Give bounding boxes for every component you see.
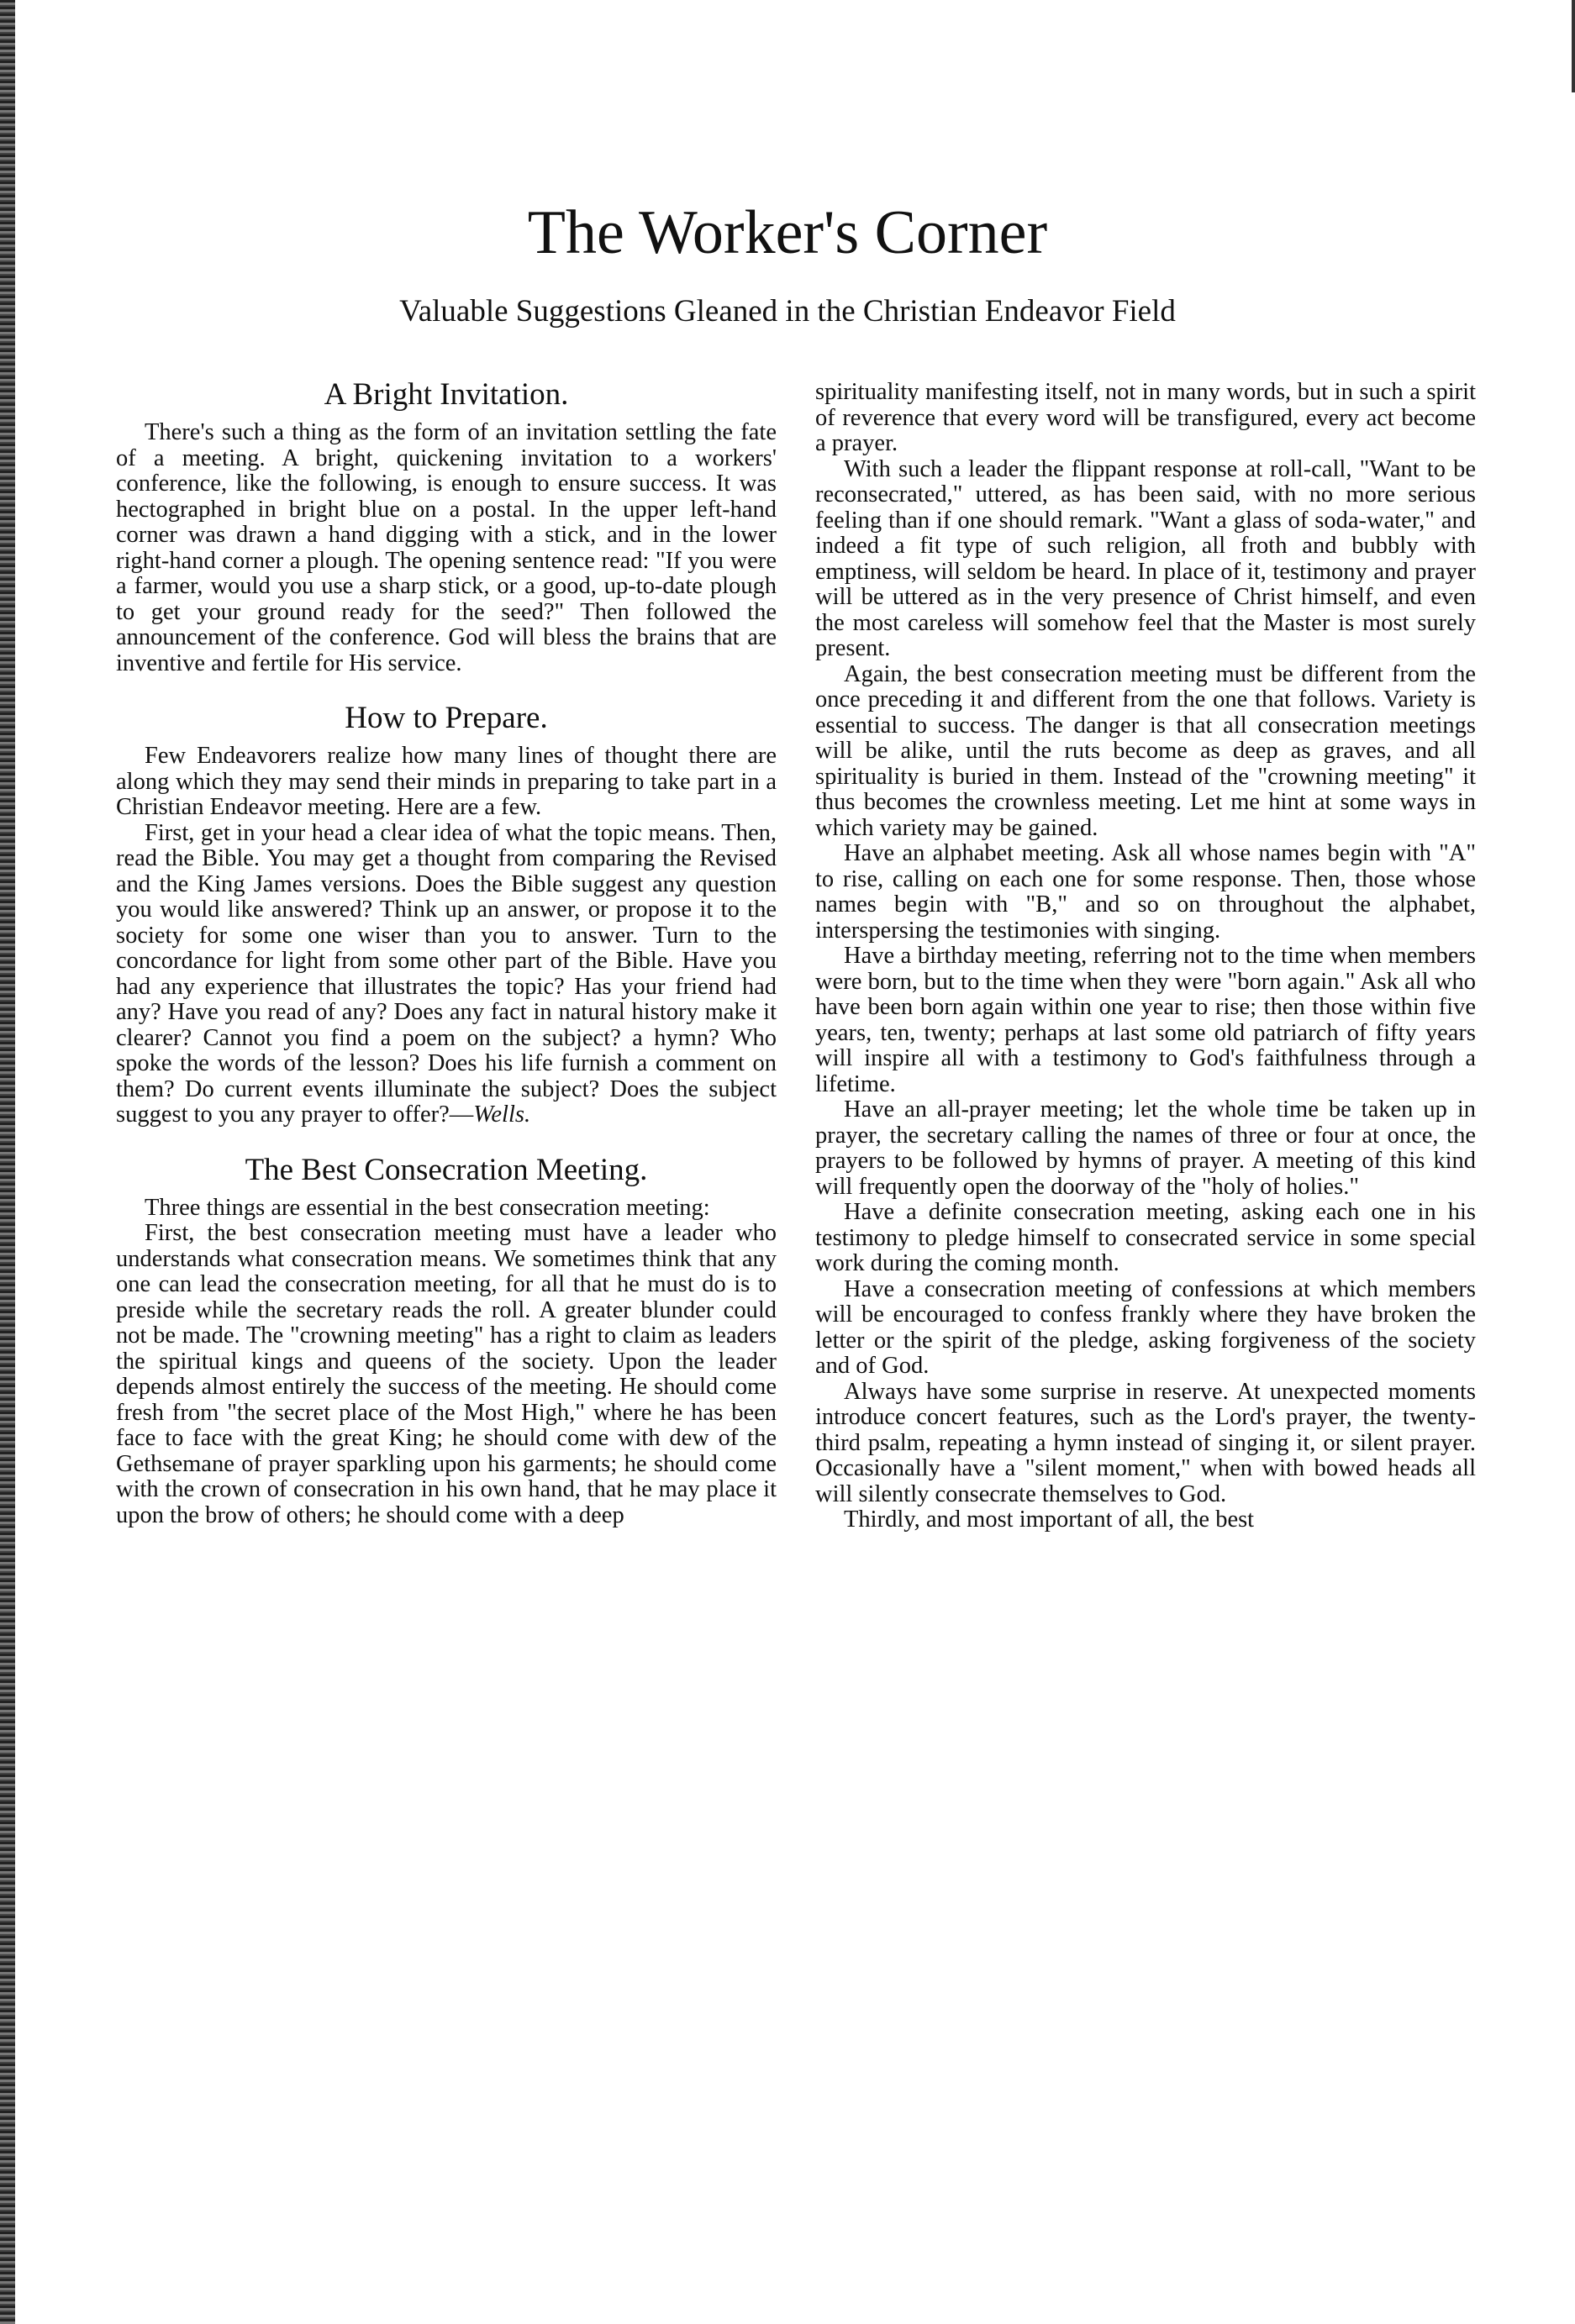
paragraph: First, the best consecration meeting must have a leader who understands what consecration means. We sometimes think that any one can lead the consecration meeting, for all that he must do is to preside while the secretary reads the roll. A greater blunder could not be made. The "crowning meeting" has a right to claim as leaders the spiritual kings and queens of the society. Upon the leader depends almost entirely the success of the meeting. He should come fresh from "the secret place of the Most High," where he has been face to face with the great King; he should come with dew of the Gethsemane of prayer sparkling upon his garments; he should come with the crown of consecration in his own hand, that he may place it upon the brow of others; he should come with a deep: [116, 1220, 777, 1528]
attribution: Wells.: [473, 1102, 531, 1128]
paragraph: Have an all-prayer meeting; let the whole time be taken up in prayer, the secretary calling the names of three or four at once, the prayers to be followed by hymns of prayer. A meeting of this kind will frequently open the doorway of the "holy of holies.": [815, 1096, 1476, 1200]
paragraph: With such a leader the flippant response at roll-call, "Want to be reconsecrated," uttered, as has been said, with no more serious feeling than if one should remark. "Want a glass of soda-water," and indeed a fit type of such religion, all froth and bubbly with emptiness, will seldom be heard. In place of it, testimony and prayer will be uttered as in the very presence of Christ himself, and even the most careless will somehow feel that the Master is most surely present.: [815, 455, 1476, 661]
paragraph-with-attribution: [116, 821, 777, 1128]
page-binding-edge: [0, 0, 15, 2324]
page-title: The Worker's Corner: [527, 198, 1048, 267]
paragraph: Thirdly, and most important of all, the best: [844, 1506, 1255, 1533]
left-column: [116, 376, 777, 1528]
paragraph: Always have some surprise in reserve. At unexpected moments introduce concert features, such as the Lord's prayer, the twenty-third psalm, repeating a hymn instead of singing it, or silent prayer. Occasionally have a "silent moment," when with bowed heads all will silently consecrate themselves to God.: [815, 1378, 1476, 1507]
paragraph: Have a consecration meeting of confessions at which members will be encouraged to confess frankly where they have broken the letter or the spirit of the pledge, asking forgiveness of the society and of God.: [815, 1275, 1476, 1379]
paragraph-text: First, get in your head a clear idea of what the topic means. Then, read the Bible. You may get a thought from comparing the Revised and the King James versions. Does the Bible suggest any question you would like answered? Think up an answer, or propose it to the society for some one wiser than you to answer. Turn to the concordance for light from some other part of the Bible. Have you had any experience that illustrates the topic? Has your friend had any? Have you read of any? Does any fact in natural history make it clearer? Cannot you find a poem on the subject? a hymn? Who spoke the words of the lesson? Does his life furnish a comment on them? Do current events illuminate the subject? Does the subject suggest to you any prayer to offer?—: [116, 819, 777, 1128]
paragraph: Have a birthday meeting, referring not to the time when members were born, but to the time when they were "born again." Ask all who have been born again within one year to rise; then those within five years, ten, twenty; perhaps at last some old patriarch of fifty years will inspire all with a testimony to God's faithfulness through a lifetime.: [815, 943, 1476, 1097]
paragraph: There's such a thing as the form of an invitation settling the fate of a meeting. A bright, quickening invitation to a workers' conference, like the following, is enough to ensure success. It was hectographed in bright blue on a postal. In the upper left-hand corner was drawn a hand digging with a stick, and in the lower right-hand corner a plough. The opening sentence read: "If you were a farmer, would you use a sharp stick, or a good, up-to-date plough to get your ground ready for the seed?" Then followed the announcement of the conference. God will bless the brains that are inventive and fertile for His service.: [116, 419, 777, 676]
paragraph: Have an alphabet meeting. Ask all whose names begin with "A" to rise, calling on each one for some response. Then, those whose names begin with "B," and so on throughout the alphabet, interspersing the testimonies with singing.: [815, 840, 1476, 944]
section-heading-consecration: The Best Consecration Meeting.: [245, 1152, 648, 1187]
right-column: [815, 380, 1476, 1533]
page-subtitle: Valuable Suggestions Gleaned in the Christian Endeavor Field: [399, 294, 1176, 329]
section-heading-invitation: A Bright Invitation.: [324, 377, 569, 412]
section-heading-prepare: How to Prepare.: [345, 701, 548, 735]
page-right-edge: [1572, 0, 1575, 92]
paragraph-continuation: spirituality manifesting itself, not in many words, but in such a spirit of reverence that every word will be transfigured, every act become a prayer.: [815, 379, 1476, 456]
paragraph: Have a definite consecration meeting, asking each one in his testimony to pledge himself to consecrated service in some special work during the coming month.: [815, 1199, 1476, 1276]
paragraph: Again, the best consecration meeting must be different from the once preceding it and different from the one that follows. Variety is essential to success. The danger is that all consecration meetings will be alike, until the ruts become as deep as graves, and all spirituality is buried in them. Instead of the "crowning meeting" it thus becomes the crownless meeting. Let me hint at some ways in which variety may be gained.: [815, 660, 1476, 841]
paragraph: Few Endeavorers realize how many lines of thought there are along which they may send their minds in preparing to take part in a Christian Endeavor meeting. Here are a few.: [116, 743, 777, 820]
paragraph: Three things are essential in the best consecration meeting:: [145, 1194, 710, 1221]
